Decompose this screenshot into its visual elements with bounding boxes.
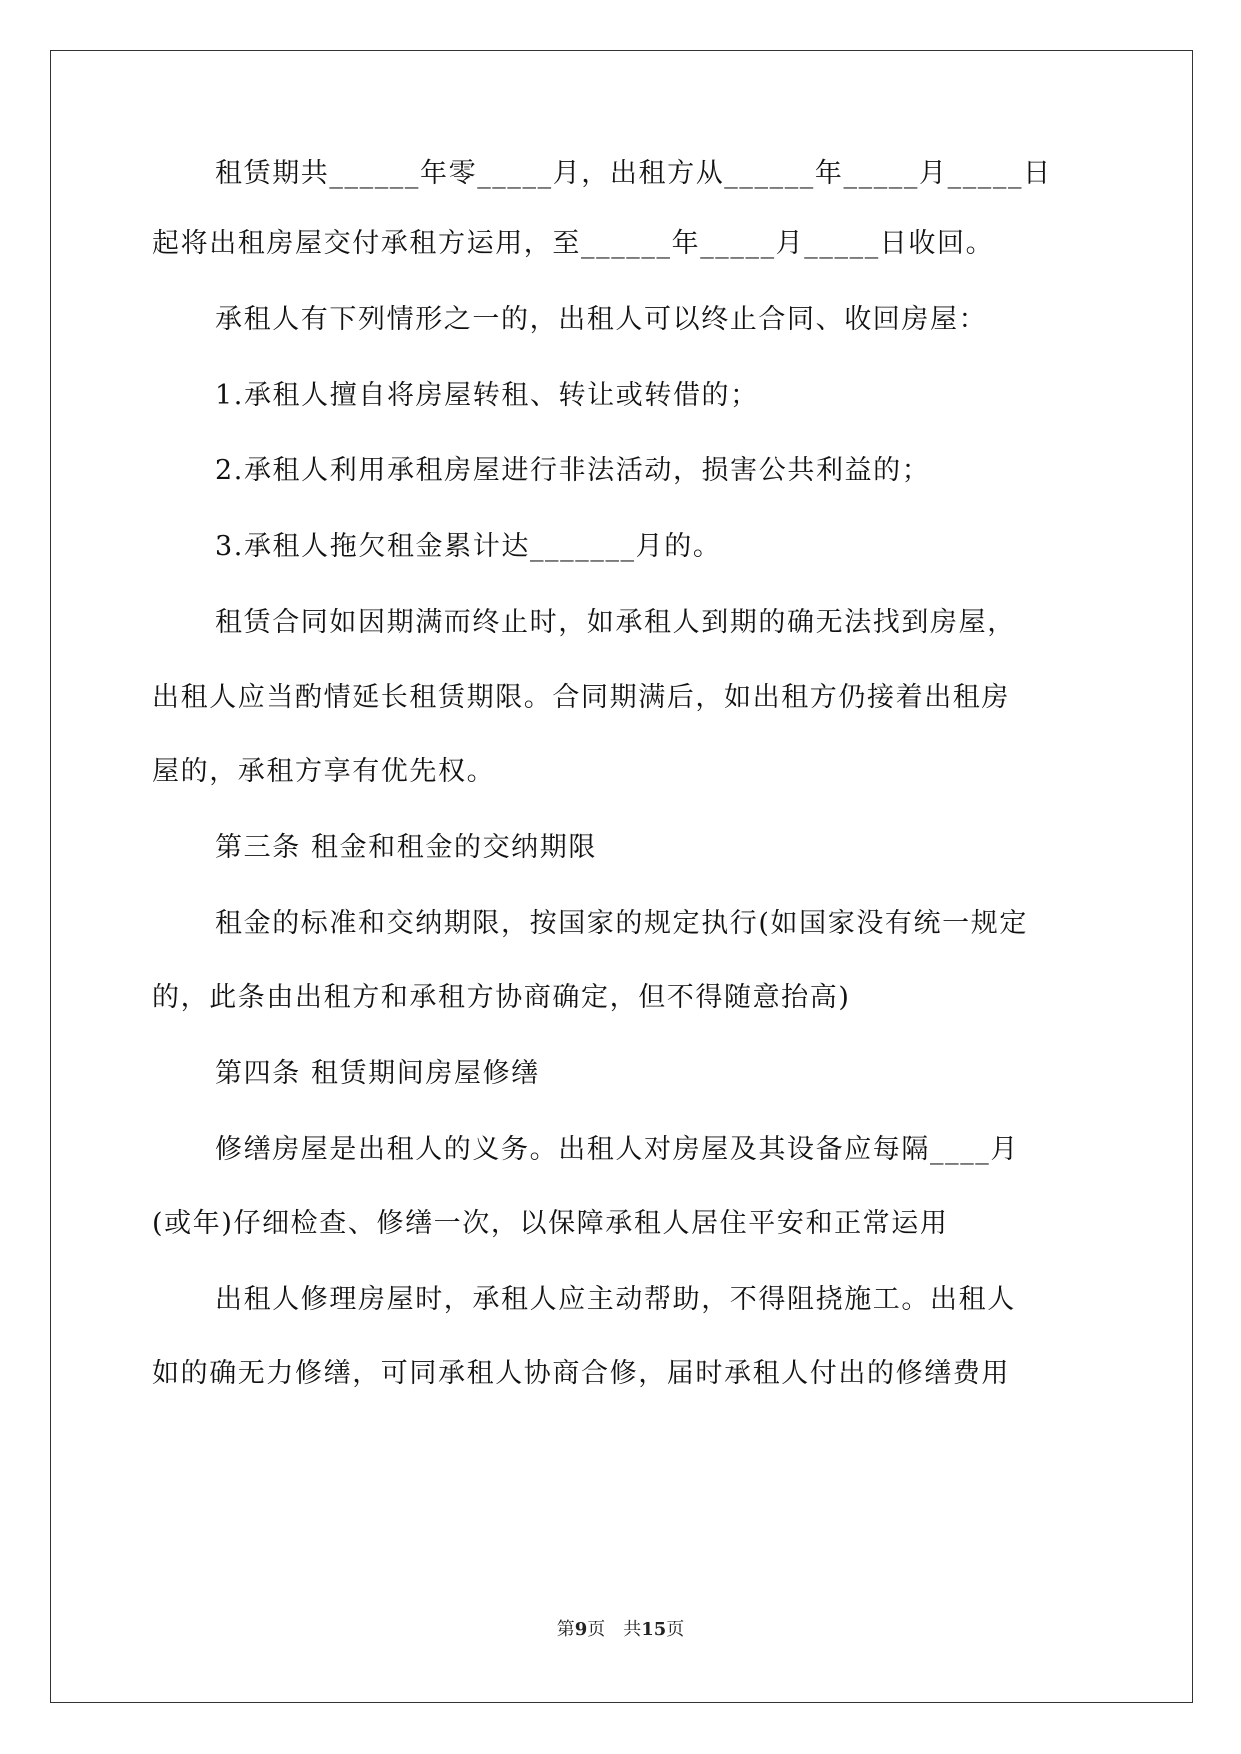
text-line: 起将出租房屋交付承租方运用，至______年_____月_____日收回。 [152,228,995,259]
page-suffix: 页 [587,1619,606,1640]
total-suffix: 页 [666,1619,685,1640]
section-heading: 第四条 租赁期间房屋修缮 [215,1058,540,1089]
text-line: 租金的标准和交纳期限，按国家的规定执行(如国家没有统一规定 [215,908,1028,939]
page-prefix: 第 [556,1619,575,1640]
text-line: 如的确无力修缮，可同承租人协商合修，届时承租人付出的修缮费用 [152,1358,1010,1389]
text-line: 的，此条由出租方和承租方协商确定，但不得随意抬高) [152,982,851,1013]
text-line: 修缮房屋是出租人的义务。出租人对房屋及其设备应每隔____月 [215,1134,1019,1165]
text-line: 屋的，承租方享有优先权。 [152,756,496,787]
text-line: 租赁合同如因期满而终止时，如承租人到期的确无法找到房屋， [215,607,1016,638]
total-pages: 15 [641,1619,667,1640]
text-line: 承租人有下列情形之一的，出租人可以终止合同、收回房屋： [215,304,988,335]
page-footer [0,1618,1241,1642]
list-item: 3.承租人拖欠租金累计达_______月的。 [215,531,722,562]
section-heading: 第三条 租金和租金的交纳期限 [215,832,597,863]
list-item: 1.承租人擅自将房屋转租、转让或转借的； [215,380,759,411]
text-line: 出租人应当酌情延长租赁期限。合同期满后，如出租方仍接着出租房 [152,682,1010,713]
total-prefix: 共 [623,1619,642,1640]
list-item: 2.承租人利用承租房屋进行非法活动，损害公共利益的； [215,455,931,486]
text-line: 租赁期共______年零_____月，出租方从______年_____月_____日 [215,158,1052,189]
text-line: 出租人修理房屋时，承租人应主动帮助，不得阻挠施工。出租人 [215,1284,1016,1315]
page-border [50,50,1193,1703]
text-line: (或年)仔细检查、修缮一次，以保障承租人居住平安和正常运用 [152,1208,949,1239]
page-number: 9 [574,1619,588,1640]
